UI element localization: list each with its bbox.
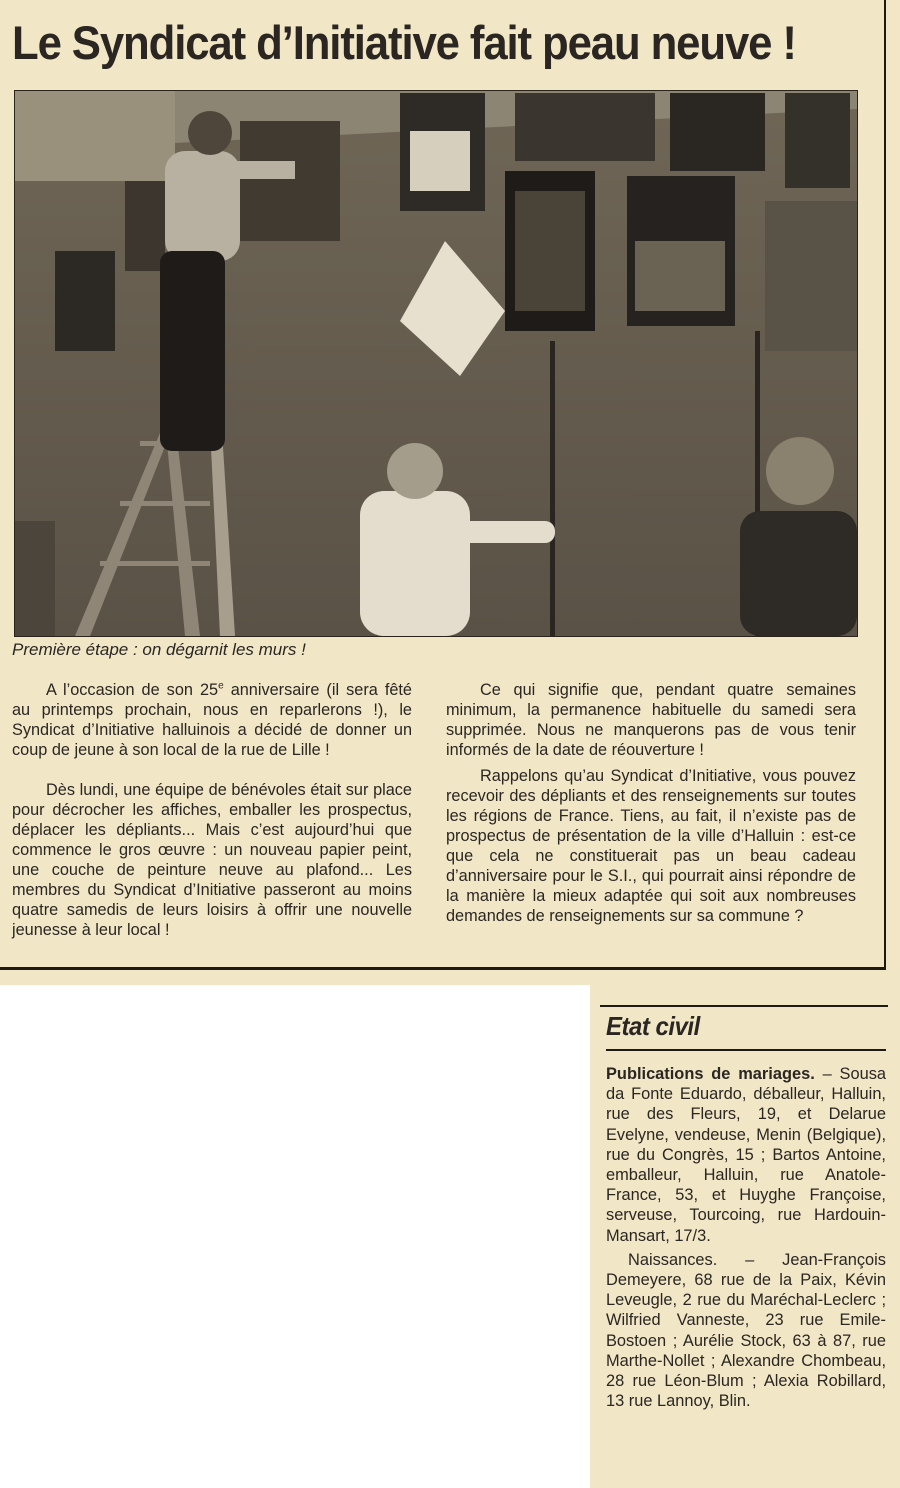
article-photo bbox=[14, 90, 858, 637]
etat-civil-body bbox=[606, 1064, 886, 1411]
paragraph-permanence: Ce qui signifie que, pendant quatre semaines minimum, la permanence habituelle du samedi sera supprimée. Nous ne manquerons pas de vous tenir informés de la date de réouverture ! bbox=[446, 681, 856, 759]
etat-civil-rule bbox=[606, 1049, 886, 1051]
blank-area bbox=[0, 985, 590, 1488]
ordinal-superscript: e bbox=[218, 680, 224, 692]
mariages-label: Publications de mariages. bbox=[606, 1065, 815, 1083]
photo-caption: Première étape : on dégarnit les murs ! bbox=[12, 640, 306, 659]
etat-civil-top-rule bbox=[600, 1005, 888, 1007]
photo-volunteers-image bbox=[15, 91, 857, 636]
article-headline: Le Syndicat d’Initiative fait peau neuve ! bbox=[12, 16, 796, 69]
article-column-right bbox=[446, 680, 856, 926]
article-column-left bbox=[12, 680, 412, 940]
mariages-paragraph: Publications de mariages. – Sousa da Fonte Eduardo, déballeur, Halluin, rue des Fleurs, 19, et Delarue Evelyne, vendeuse, Menin (Belgique), rue du Congrès, 15 ; Bartos Antoine, emballeur, Halluin, rue Anatole-France, 53, et Huyghe Françoise, serveuse, Tourcoing, rue Hardouin-Mansart, 17/3. bbox=[606, 1065, 887, 1245]
paragraph-prospectus: Rappelons qu’au Syndicat d’Initiative, vous pouvez recevoir des dépliants et des renseignements sur toutes les régions de France. Tiens, au fait, il n’existe pas de prospectus de présentation de la ville d’Halluin : est-ce que cela ne constituerait pas un beau cadeau d’anniversaire pour le S.I., qui pourrait ainsi répondre de la manière la mieux adaptée qui soit aux nombreuses demandes de renseignements sur sa commune ? bbox=[446, 767, 856, 925]
naissances-paragraph: Naissances. – Jean-François Demeyere, 68 rue de la Paix, Kévin Leveugle, 2 rue du Maréchal-Leclerc ; Wilfried Vanneste, 23 rue Emile-Bostoen ; Aurélie Stock, 63 à 87, rue Marthe-Nollet ; Alexandre Chombeau, 28 rue Léon-Blum ; Alexia Robillard, 13 rue Lannoy, Blin. bbox=[606, 1250, 886, 1411]
paragraph-benevoles: Dès lundi, une équipe de bénévoles était sur place pour décrocher les affiches, emballer les prospectus, déplacer les dépliants... Mais c’est aujourd’hui que commence le gros œuvre : un nouveau papier peint, une couche de peinture neuve au plafond... Les membres du Syndicat d’Initiative passeront au moins quatre samedis de leurs loisirs à offrir une nouvelle jeunesse à leur local ! bbox=[12, 781, 412, 939]
paragraph-anniversaire: A l’occasion de son 25e anniversaire (il sera fêté au printemps prochain, nous en reparlerons !), le Syndicat d’Initiative halluinois a décidé de donner un coup de jeune à son local de la rue de Lille ! bbox=[12, 680, 412, 759]
etat-civil-title: Etat civil bbox=[606, 1011, 700, 1041]
